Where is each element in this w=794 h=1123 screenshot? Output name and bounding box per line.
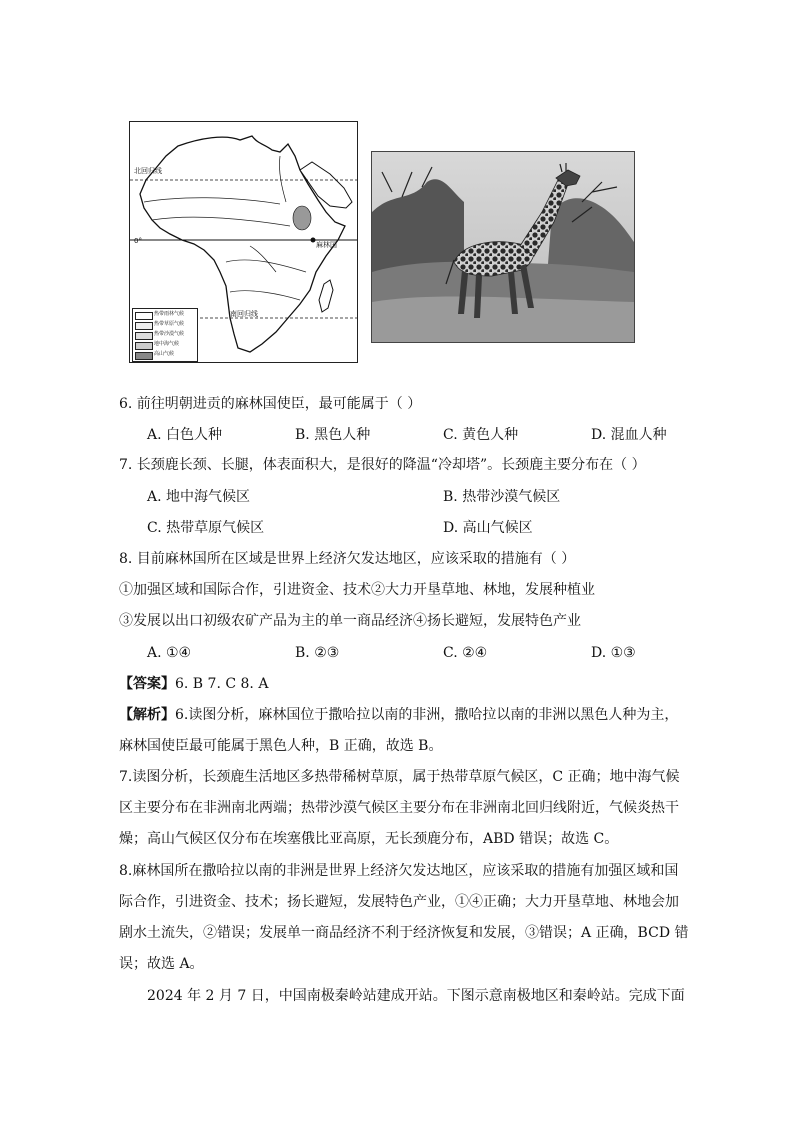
map-legend [132,308,198,362]
q7-option-a: A. 地中海气候区 [147,489,251,505]
q7-option-b: B. 热带沙漠气候区 [443,489,561,505]
analysis-line: 7.读图分析，长颈鹿生活地区多热带稀树草原，属于热带草原气候区，C 正确；地中海气候 [119,769,680,785]
q7-option-d: D. 高山气候区 [443,520,533,536]
q8-option-c: C. ②④ [443,645,488,661]
legend-label: 热带沙漠气候 [154,331,185,337]
question-6-stem: 6. 前往明朝进贡的麻林国使臣，最可能属于（ ） [119,396,422,412]
analysis-line: 麻林国使臣最可能属于黑色人种，B 正确，故选 B。 [119,738,443,754]
legend-label: 热带雨林气候 [154,311,185,317]
legend-item [135,311,195,319]
analysis-line: 误；故选 A。 [119,956,204,972]
analysis-line: 际合作，引进资金、技术；扬长避短，发展特色产业，①④正确；大力开垦草地、林地会加 [119,894,679,910]
analysis-line: 剧水土流失，②错误；发展单一商品经济不利于经济恢复和发展，③错误；A 正确，BCD 错 [119,925,689,941]
analysis-line: 区主要分布在非洲南北两端；热带沙漠气候区主要分布在非洲南北回归线附近，气候炎热干 [119,800,679,816]
q7-option-c: C. 热带草原气候区 [147,520,265,536]
q6-option-a: A. 白色人种 [147,427,223,443]
tropic-of-capricorn-label: 南回归线 [230,310,258,318]
legend-swatch [135,312,153,320]
equator-label: 0° [134,237,142,245]
legend-label: 高山气候 [154,351,175,357]
analysis-first-line [119,705,678,725]
q6-option-c: C. 黄色人种 [443,427,519,443]
legend-label: 地中海气候 [154,341,180,347]
next-section-intro: 2024 年 2 月 7 日，中国南极秦岭站建成开站。下图示意南极地区和秦岭站。完成下面 [147,988,685,1004]
giraffe-photo [371,151,635,343]
analysis-line: 8.麻林国所在撒哈拉以南的非洲是世界上经济欠发达地区，应该采取的措施有加强区域和国 [119,863,679,879]
legend-swatch [135,342,153,350]
analysis-label: 【解析】 [119,707,175,723]
q8-option-d: D. ①③ [591,645,636,661]
analysis-line: 6.读图分析，麻林国位于撒哈拉以南的非洲，撒哈拉以南的非洲以黑色人种为主， [175,707,679,723]
legend-item [135,351,195,359]
africa-climate-map [129,121,358,363]
legend-swatch [135,332,153,340]
legend-item [135,331,195,339]
q8-statement-line: ③发展以出口初级农矿产品为主的单一商品经济④扬长避短，发展特色产业 [119,613,581,629]
legend-swatch [135,352,153,360]
answer-label: 【答案】 [119,676,175,692]
q6-option-d: D. 混血人种 [591,427,667,443]
question-8-stem: 8. 目前麻林国所在区域是世界上经济欠发达地区，应该采取的措施有（ ） [119,551,576,567]
q8-statement-line: ①加强区域和国际合作，引进资金、技术②大力开垦草地、林地，发展种植业 [119,582,595,598]
analysis-line: 燥；高山气候区仅分布在埃塞俄比亚高原，无长颈鹿分布，ABD 错误；故选 C。 [119,831,619,847]
malin-label: 麻林国 [316,241,337,249]
question-7-stem: 7. 长颈鹿长颈、长腿，体表面积大，是很好的降温“冷却塔”。长颈鹿主要分布在（ ） [119,457,646,473]
legend-item [135,341,195,349]
q8-option-a: A. ①④ [147,645,192,661]
legend-label: 热带草原气候 [154,321,185,327]
q8-option-b: B. ②③ [295,645,340,661]
answer-line [119,674,268,694]
legend-swatch [135,322,153,330]
giraffe-photo-drawing [372,152,634,342]
legend-item [135,321,195,329]
tropic-of-cancer-label: 北回归线 [134,167,162,175]
q6-option-b: B. 黑色人种 [295,427,371,443]
answer-text: 6. B 7. C 8. A [175,676,269,692]
